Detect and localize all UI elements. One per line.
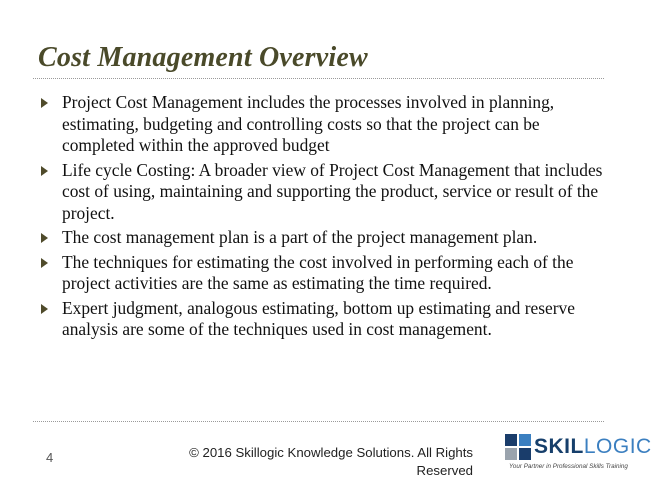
triangle-right-icon [41,166,48,176]
bullet-text: Expert judgment, analogous estimating, bottom up estimating and reserve analysis are some of the techniques used in cost management. [62,297,575,339]
logo-tagline: Your Partner in Professional Skills Training [509,463,628,470]
triangle-right-icon [41,258,48,268]
triangle-right-icon [41,233,48,243]
footer-divider [33,421,604,422]
bullet-item [38,160,606,225]
bullet-text: Life cycle Costing: A broader view of Project Cost Management that includes cost of using, maintaining and supporting the product, service or result of the project. [62,159,603,223]
bullet-text: The cost management plan is a part of the project management plan. [62,227,538,247]
triangle-right-icon [41,98,48,108]
bullet-text: Project Cost Management includes the processes involved in planning, estimating, budgeting and controlling costs so that the project can be completed within the approved budget [62,92,555,155]
bullet-list [38,92,606,344]
bullet-item [38,298,606,341]
logo-mark-icon [505,434,533,462]
bullet-text: The techniques for estimating the cost involved in performing each of the project activities are the same as estimating the time required. [62,251,574,293]
company-logo [505,432,652,474]
triangle-right-icon [41,304,48,314]
copyright-notice: © 2016 Skillogic Knowledge Solutions. All Rights Reserved [189,445,473,478]
slide-title: Cost Management Overview [38,42,368,73]
bullet-item [38,252,606,295]
bullet-item [38,92,606,157]
title-divider [33,78,604,79]
bullet-item [38,227,606,249]
page-number: 4 [46,450,54,465]
logo-wordmark: SKILLOGIC [534,435,652,458]
